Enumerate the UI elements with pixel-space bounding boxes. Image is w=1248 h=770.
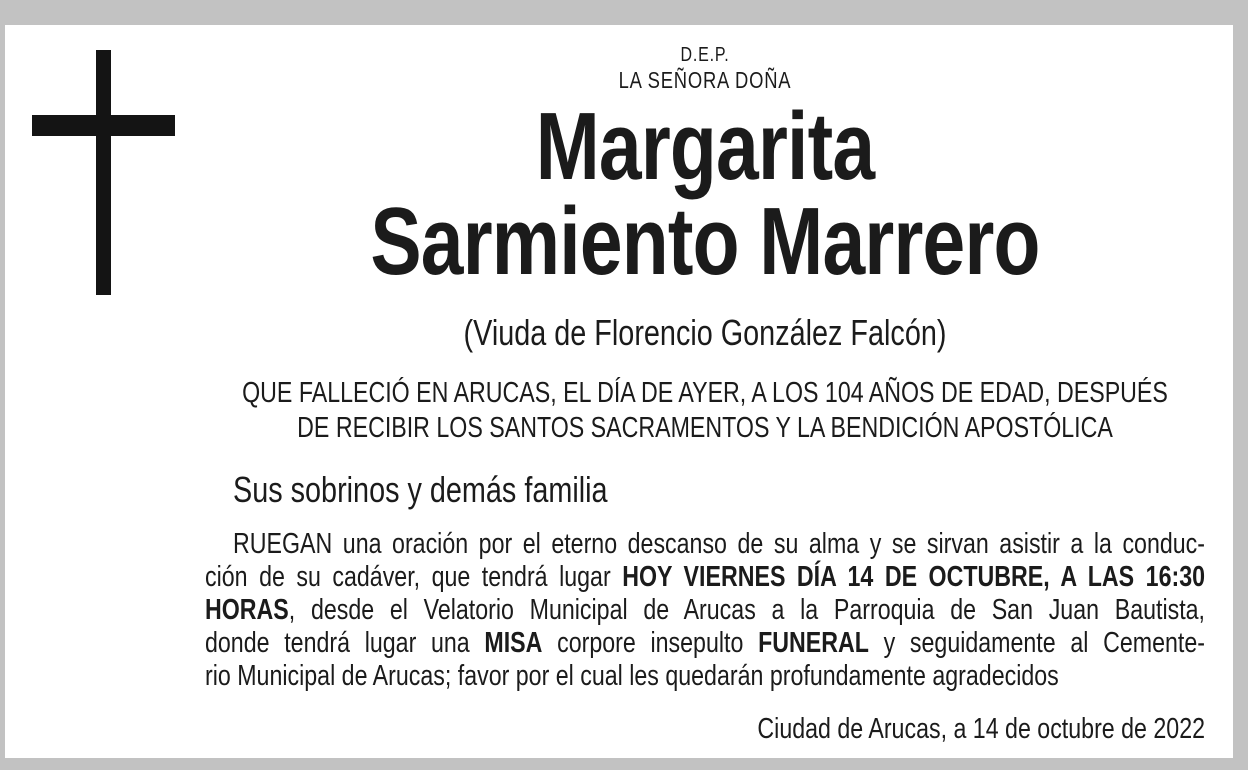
announcement-line1 [205, 528, 1205, 561]
family-line: Sus sobrinos y demás familia [233, 469, 608, 510]
death-notice-line2: DE RECIBIR LOS SANTOS SACRAMENTOS Y LA BENDICIÓN APOSTÓLICA [297, 412, 1113, 444]
cross-vertical-bar [96, 50, 111, 295]
death-notice-line1: QUE FALLECIÓ EN ARUCAS, EL DÍA DE AYER, A LOS 104 AÑOS DE EDAD, DESPUÉS [242, 377, 1168, 409]
announcement-text: donde tendrá lugar una [205, 627, 485, 659]
announcement-text: y seguidamente al Cemente- [868, 627, 1205, 659]
latin-cross-icon [32, 50, 175, 295]
announcement-line4 [205, 627, 1205, 660]
announcement-line2 [205, 561, 1205, 594]
announcement-line5 [205, 660, 1205, 693]
announcement-text: rio Municipal de Arucas; favor por el cual les quedarán profundamente agradecidos [205, 660, 1059, 692]
announcement-paragraph [205, 528, 1205, 693]
dep-abbreviation: D.E.P. [680, 44, 730, 66]
announcement-bold-text: HORAS [205, 594, 289, 626]
announcement-line3 [205, 594, 1205, 627]
announcement-text: RUEGAN una oración por el eterno descanso de su alma y se sirvan asistir a la conduc- [233, 528, 1205, 560]
deceased-name-line1: Margarita [535, 93, 875, 200]
relation-line: (Viuda de Florencio González Falcón) [463, 312, 947, 353]
honorific-line: LA SEÑORA DOÑA [618, 67, 792, 93]
announcement-text: , desde el Velatorio Municipal de Arucas a la Parroquia de San Juan Bautista, [288, 594, 1206, 626]
announcement-bold-text: HOY VIERNES DÍA 14 DE OCTUBRE, A LAS 16:30 [622, 561, 1206, 593]
announcement-text: corpore insepulto [542, 627, 759, 659]
announcement-text: ción de su cadáver, que tendrá lugar [205, 561, 623, 593]
dateline: Ciudad de Arucas, a 14 de octubre de 2022 [757, 713, 1205, 745]
deceased-name-line2: Sarmiento Marrero [370, 188, 1040, 295]
announcement-bold-text: MISA [484, 627, 543, 659]
announcement-bold-text: FUNERAL [758, 627, 869, 659]
death-notice [205, 376, 1205, 446]
obituary-card [5, 25, 1233, 758]
cross-horizontal-bar [32, 115, 175, 136]
obituary-content [205, 44, 1205, 746]
